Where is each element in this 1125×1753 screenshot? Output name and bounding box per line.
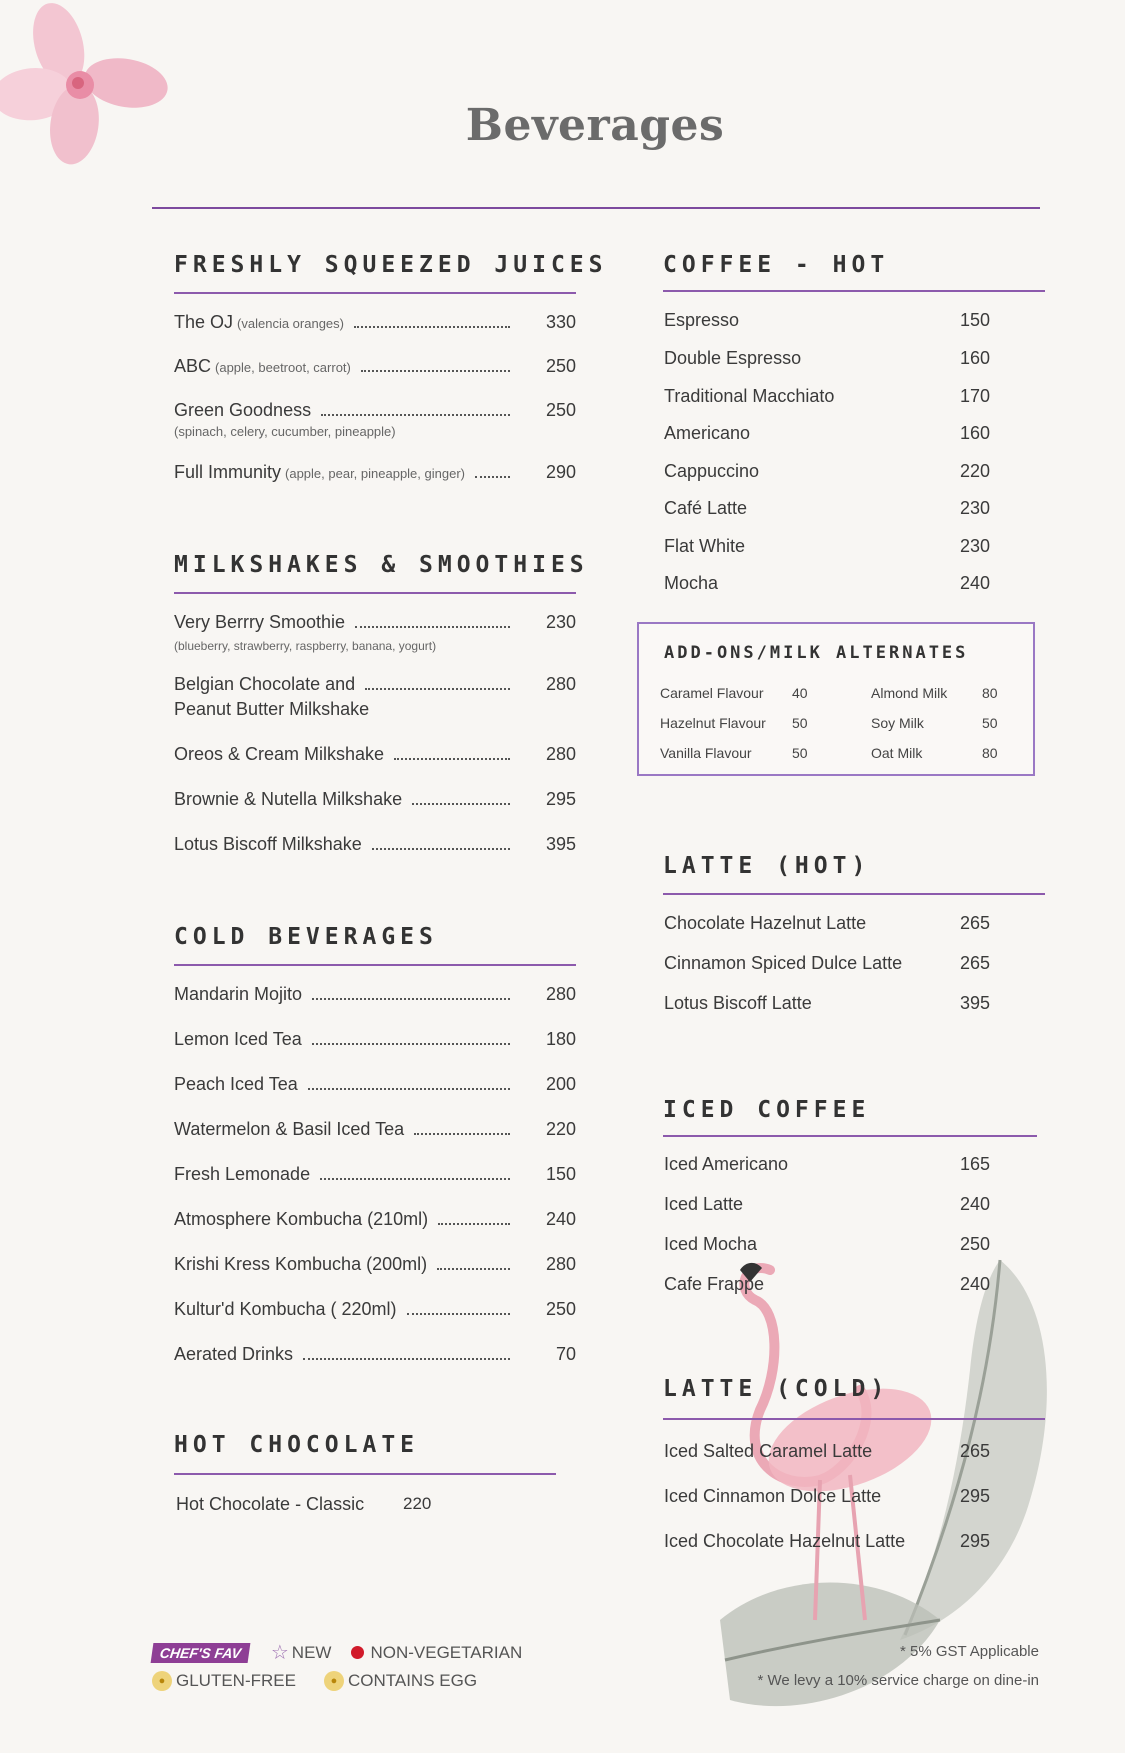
menu-item bbox=[174, 834, 576, 855]
menu-item bbox=[664, 1531, 990, 1552]
item-price: 200 bbox=[545, 1074, 576, 1094]
leader-dots bbox=[303, 1357, 510, 1360]
addon-name: Caramel Flavour bbox=[660, 685, 764, 701]
item-price: 280 bbox=[545, 984, 576, 1004]
section-title-shakes: MILKSHAKES & SMOOTHIES bbox=[174, 552, 589, 578]
item-price: 160 bbox=[959, 348, 990, 368]
legend-nonveg: NON-VEGETARIAN bbox=[370, 1642, 523, 1662]
menu-item bbox=[174, 1164, 576, 1185]
item-name: Fresh Lemonade bbox=[174, 1164, 311, 1184]
menu-item bbox=[174, 1209, 576, 1230]
menu-item bbox=[664, 993, 990, 1014]
item-name: Very Berrry Smoothie bbox=[174, 612, 346, 632]
item-price: 280 bbox=[545, 674, 576, 694]
section-title-latte-cold: LATTE (COLD) bbox=[663, 1376, 890, 1402]
menu-item bbox=[664, 1274, 990, 1295]
leader-dots bbox=[361, 369, 510, 372]
item-name: Atmosphere Kombucha (210ml) bbox=[174, 1209, 429, 1229]
leader-dots bbox=[312, 997, 510, 1000]
item-description: (valencia oranges) bbox=[237, 316, 344, 331]
item-price: 240 bbox=[545, 1209, 576, 1229]
item-price: 330 bbox=[545, 312, 576, 332]
section-divider bbox=[663, 1135, 1037, 1137]
menu-item bbox=[174, 984, 576, 1005]
item-description: (blueberry, strawberry, raspberry, banana, yogurt) bbox=[174, 639, 437, 653]
item-price: 265 bbox=[959, 1441, 990, 1461]
item-name: Brownie & Nutella Milkshake bbox=[174, 789, 403, 809]
addon-name: Almond Milk bbox=[871, 685, 948, 701]
menu-item bbox=[174, 1344, 576, 1365]
item-name: Double Espresso bbox=[664, 348, 802, 368]
item-price: 280 bbox=[545, 1254, 576, 1274]
menu-item bbox=[174, 744, 576, 765]
item-name: Iced Mocha bbox=[664, 1234, 758, 1254]
item-price: 70 bbox=[555, 1344, 576, 1364]
menu-item bbox=[174, 1074, 576, 1095]
item-name: Iced Chocolate Hazelnut Latte bbox=[664, 1531, 906, 1551]
section-title-juices: FRESHLY SQUEEZED JUICES bbox=[174, 252, 608, 278]
leader-dots bbox=[312, 1042, 510, 1045]
leader-dots bbox=[372, 847, 510, 850]
item-name: Cinnamon Spiced Dulce Latte bbox=[664, 953, 903, 973]
item-price: 295 bbox=[959, 1486, 990, 1506]
item-price: 250 bbox=[545, 356, 576, 376]
section-divider bbox=[663, 290, 1045, 292]
menu-item bbox=[664, 1441, 990, 1462]
menu-item bbox=[664, 310, 990, 331]
addon-price: 50 bbox=[982, 715, 998, 731]
item-price: 295 bbox=[959, 1531, 990, 1551]
menu-item bbox=[174, 462, 576, 483]
addon-name: Soy Milk bbox=[871, 715, 924, 731]
item-price: 220 bbox=[545, 1119, 576, 1139]
leader-dots bbox=[475, 475, 510, 478]
item-name: Iced Salted Caramel Latte bbox=[664, 1441, 873, 1461]
egg-icon: ● bbox=[324, 1671, 344, 1691]
leader-dots bbox=[308, 1087, 510, 1090]
item-price: 250 bbox=[545, 400, 576, 420]
legend-new: NEW bbox=[291, 1642, 332, 1662]
item-name: Oreos & Cream Milkshake bbox=[174, 744, 385, 764]
item-price: 180 bbox=[545, 1029, 576, 1049]
leader-dots bbox=[412, 802, 510, 805]
item-price: 280 bbox=[545, 744, 576, 764]
gluten-free-icon: ● bbox=[152, 1671, 172, 1691]
item-description: (apple, beetroot, carrot) bbox=[215, 360, 351, 375]
item-description: (spinach, celery, cucumber, pineapple) bbox=[174, 424, 396, 439]
menu-item bbox=[664, 386, 990, 407]
menu-item bbox=[174, 1119, 576, 1140]
item-name: Aerated Drinks bbox=[174, 1344, 294, 1364]
leader-dots bbox=[438, 1222, 510, 1225]
menu-item bbox=[664, 1154, 990, 1175]
menu-item bbox=[664, 461, 990, 482]
nonveg-dot-icon bbox=[351, 1646, 364, 1659]
menu-item bbox=[664, 1194, 990, 1215]
leader-dots bbox=[320, 1177, 510, 1180]
menu-item bbox=[174, 312, 576, 333]
item-name: Peach Iced Tea bbox=[174, 1074, 298, 1094]
item-price: 250 bbox=[959, 1234, 990, 1254]
item-name: Café Latte bbox=[664, 498, 748, 518]
menu-item bbox=[174, 400, 576, 421]
addon-price: 80 bbox=[982, 745, 998, 761]
menu-item bbox=[174, 1029, 576, 1050]
menu-item bbox=[664, 913, 990, 934]
addon-name: Vanilla Flavour bbox=[660, 745, 752, 761]
addon-price: 80 bbox=[982, 685, 998, 701]
section-divider bbox=[663, 1418, 1045, 1420]
item-price: 265 bbox=[959, 913, 990, 933]
item-name: Krishi Kress Kombucha (200ml) bbox=[174, 1254, 428, 1274]
item-name: The OJ bbox=[174, 312, 234, 332]
item-name: Lemon Iced Tea bbox=[174, 1029, 302, 1049]
menu-item bbox=[174, 1254, 576, 1275]
gst-note: * 5% GST Applicable bbox=[900, 1643, 1039, 1660]
leader-dots bbox=[394, 757, 510, 760]
menu-item bbox=[664, 498, 990, 519]
item-name: Lotus Biscoff Latte bbox=[664, 993, 812, 1013]
addon-price: 50 bbox=[792, 745, 808, 761]
item-description: (apple, pear, pineapple, ginger) bbox=[285, 466, 465, 481]
item-price: 395 bbox=[545, 834, 576, 854]
item-price: 230 bbox=[959, 536, 990, 556]
item-price: 240 bbox=[959, 573, 990, 593]
menu-item bbox=[174, 789, 576, 810]
menu-item bbox=[664, 1486, 990, 1507]
section-divider bbox=[174, 1473, 556, 1475]
addons-title: ADD-ONS/MILK ALTERNATES bbox=[664, 643, 969, 663]
section-divider bbox=[663, 893, 1045, 895]
item-price: 160 bbox=[959, 423, 990, 443]
page-title: Beverages bbox=[465, 100, 725, 151]
item-price: 220 bbox=[403, 1494, 432, 1513]
legend-gluten: GLUTEN-FREE bbox=[176, 1671, 296, 1690]
item-price: 230 bbox=[545, 612, 576, 632]
item-price: 395 bbox=[959, 993, 990, 1013]
item-price: 250 bbox=[545, 1299, 576, 1319]
menu-item bbox=[664, 423, 990, 444]
item-name: Mandarin Mojito bbox=[174, 984, 303, 1004]
section-title-iced-coffee: ICED COFFEE bbox=[663, 1097, 871, 1123]
item-name: Iced Cinnamon Dolce Latte bbox=[664, 1486, 882, 1506]
menu-item bbox=[174, 674, 576, 695]
menu-item bbox=[664, 348, 990, 369]
title-divider bbox=[152, 207, 1040, 209]
item-name: Americano bbox=[664, 423, 751, 443]
leader-dots bbox=[321, 413, 510, 416]
menu-item bbox=[664, 536, 990, 557]
item-price: 220 bbox=[959, 461, 990, 481]
item-name: Lotus Biscoff Milkshake bbox=[174, 834, 362, 854]
menu-item bbox=[174, 612, 576, 633]
item-name-line2: Peanut Butter Milkshake bbox=[174, 699, 370, 719]
item-price: 150 bbox=[959, 310, 990, 330]
item-price: 240 bbox=[959, 1274, 990, 1294]
section-title-cold: COLD BEVERAGES bbox=[174, 924, 438, 950]
item-price: 230 bbox=[959, 498, 990, 518]
leader-dots bbox=[414, 1132, 510, 1135]
item-price: 295 bbox=[545, 789, 576, 809]
item-name: Cappuccino bbox=[664, 461, 760, 481]
item-name: Iced Latte bbox=[664, 1194, 744, 1214]
addon-name: Oat Milk bbox=[871, 745, 923, 761]
item-name: Chocolate Hazelnut Latte bbox=[664, 913, 867, 933]
section-divider bbox=[174, 964, 576, 966]
item-price: 290 bbox=[545, 462, 576, 482]
item-name: Kultur'd Kombucha ( 220ml) bbox=[174, 1299, 397, 1319]
item-name: Mocha bbox=[664, 573, 719, 593]
chefs-fav-badge: CHEF'S FAV bbox=[151, 1643, 251, 1663]
section-divider bbox=[174, 592, 576, 594]
section-title-latte-hot: LATTE (HOT) bbox=[663, 853, 871, 879]
leader-dots bbox=[365, 687, 510, 690]
flower-illustration bbox=[0, 0, 175, 185]
item-name: ABC bbox=[174, 356, 212, 376]
addon-price: 40 bbox=[792, 685, 808, 701]
item-name: Flat White bbox=[664, 536, 746, 556]
addon-price: 50 bbox=[792, 715, 808, 731]
addon-name: Hazelnut Flavour bbox=[660, 715, 766, 731]
item-name: Cafe Frappe bbox=[664, 1274, 765, 1294]
legend-egg: CONTAINS EGG bbox=[347, 1671, 478, 1690]
section-title-coffee-hot: COFFEE - HOT bbox=[663, 252, 890, 278]
section-divider bbox=[174, 292, 576, 294]
leader-dots bbox=[407, 1312, 510, 1315]
menu-item bbox=[174, 356, 576, 377]
item-name: Hot Chocolate - Classic bbox=[176, 1494, 365, 1514]
legend-row-2 bbox=[152, 1671, 477, 1691]
item-name: Iced Americano bbox=[664, 1154, 789, 1174]
item-price: 165 bbox=[959, 1154, 990, 1174]
menu-item bbox=[174, 1299, 576, 1320]
leader-dots bbox=[355, 625, 510, 628]
section-title-hotchoc: HOT CHOCOLATE bbox=[174, 1432, 420, 1458]
item-price: 150 bbox=[545, 1164, 576, 1184]
item-price: 265 bbox=[959, 953, 990, 973]
menu-item bbox=[664, 953, 990, 974]
item-name: Belgian Chocolate and bbox=[174, 674, 356, 694]
menu-item bbox=[664, 573, 990, 594]
leader-dots bbox=[437, 1267, 510, 1270]
item-name: Full Immunity bbox=[174, 462, 282, 482]
service-charge-note: * We levy a 10% service charge on dine-in bbox=[757, 1672, 1039, 1689]
star-icon: ☆ bbox=[270, 1642, 289, 1664]
item-price: 170 bbox=[959, 386, 990, 406]
item-price: 240 bbox=[959, 1194, 990, 1214]
legend-row-1 bbox=[152, 1640, 522, 1665]
menu-item bbox=[664, 1234, 990, 1255]
item-name: Green Goodness bbox=[174, 400, 312, 420]
item-name: Espresso bbox=[664, 310, 740, 330]
leader-dots bbox=[354, 325, 510, 328]
item-name: Watermelon & Basil Iced Tea bbox=[174, 1119, 405, 1139]
item-name: Traditional Macchiato bbox=[664, 386, 835, 406]
